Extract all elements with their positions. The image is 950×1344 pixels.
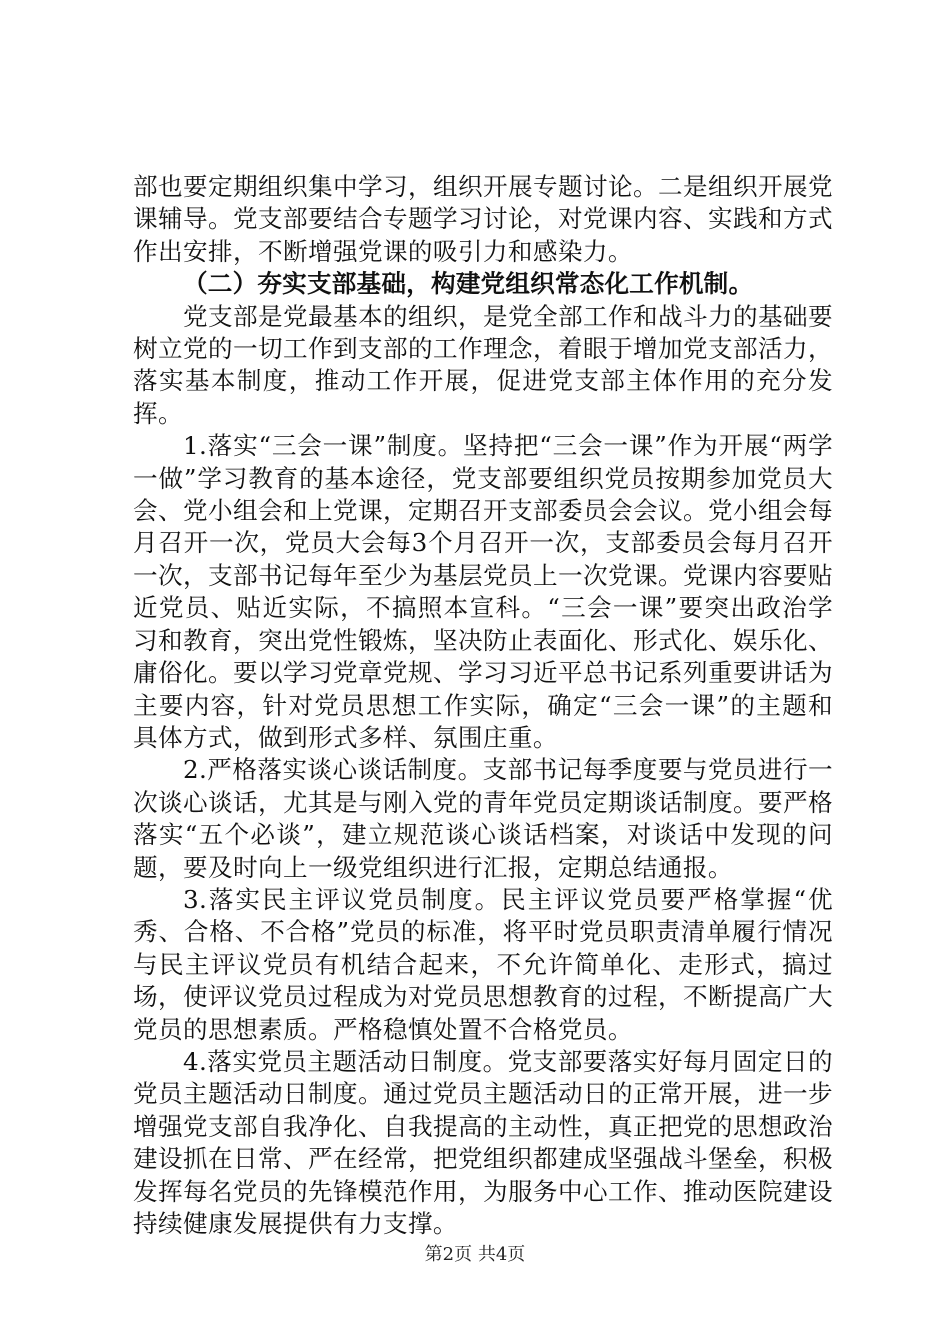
paragraph-item-2: 2.严格落实谈心谈话制度。支部书记每季度要与党员进行一次谈心谈话，尤其是与刚入党的青年党员定期谈话制度。要严格落实“五个必谈”，建立规范谈心谈话档案，对谈话中发现的问题，要及时向上一级党组织进行汇报，定期总结通报。 bbox=[133, 755, 833, 882]
paragraph-item-4: 4.落实党员主题活动日制度。党支部要落实好每月固定日的党员主题活动日制度。通过党员主题活动日的正常开展，进一步增强党支部自我净化、自我提高的主动性，真正把党的思想政治建设抓在日常、严在经常，把党组织都建成坚强战斗堡垒，积极发挥每名党员的先锋模范作用，为服务中心工作、推动医院建设持续健康发展提供有力支撑。 bbox=[133, 1046, 833, 1238]
paragraph-item-3: 3.落实民主评议党员制度。民主评议党员要严格掌握“优秀、合格、不合格”党员的标准，将平时党员职责清单履行情况与民主评议党员有机结合起来，不允许简单化、走形式，搞过场，使评议党员过程成为对党员思想教育的过程，不断提高广大党员的思想素质。严格稳慎处置不合格党员。 bbox=[133, 884, 833, 1044]
paragraph-continuation: 部也要定期组织集中学习，组织开展专题讨论。二是组织开展党课辅导。党支部要结合专题学习讨论，对党课内容、实践和方式作出安排，不断增强党课的吸引力和感染力。 bbox=[133, 172, 833, 266]
paragraph-intro: 党支部是党最基本的组织，是党全部工作和战斗力的基础要树立党的一切工作到支部的工作理念，着眼于增加党支部活力，落实基本制度，推动工作开展，促进党支部主体作用的充分发挥。 bbox=[133, 301, 833, 428]
page-number-footer: 第2页 共4页 bbox=[424, 1244, 526, 1265]
section-heading: （二）夯实支部基础，构建党组织常态化工作机制。 bbox=[183, 269, 754, 299]
paragraph-item-1: 1.落实“三会一课”制度。坚持把“三会一课”作为开展“两学一做”学习教育的基本途径，党支部要组织党员按期参加党员大会、党小组会和上党课，定期召开支部委员会会议。党小组会每月召开一次，党员大会每3个月召开一次，支部委员会每月召开一次，支部书记每年至少为基层党员上一次党课。党课内容要贴近党员、贴近实际，不搞照本宣科。“三会一课”要突出政治学习和教育，突出党性锻炼，坚决防止表面化、形式化、娱乐化、庸俗化。要以学习党章党规、学习习近平总书记系列重要讲话为主要内容，针对党员思想工作实际，确定“三会一课”的主题和具体方式，做到形式多样、氛围庄重。 bbox=[133, 431, 833, 752]
document-body bbox=[133, 171, 833, 1240]
